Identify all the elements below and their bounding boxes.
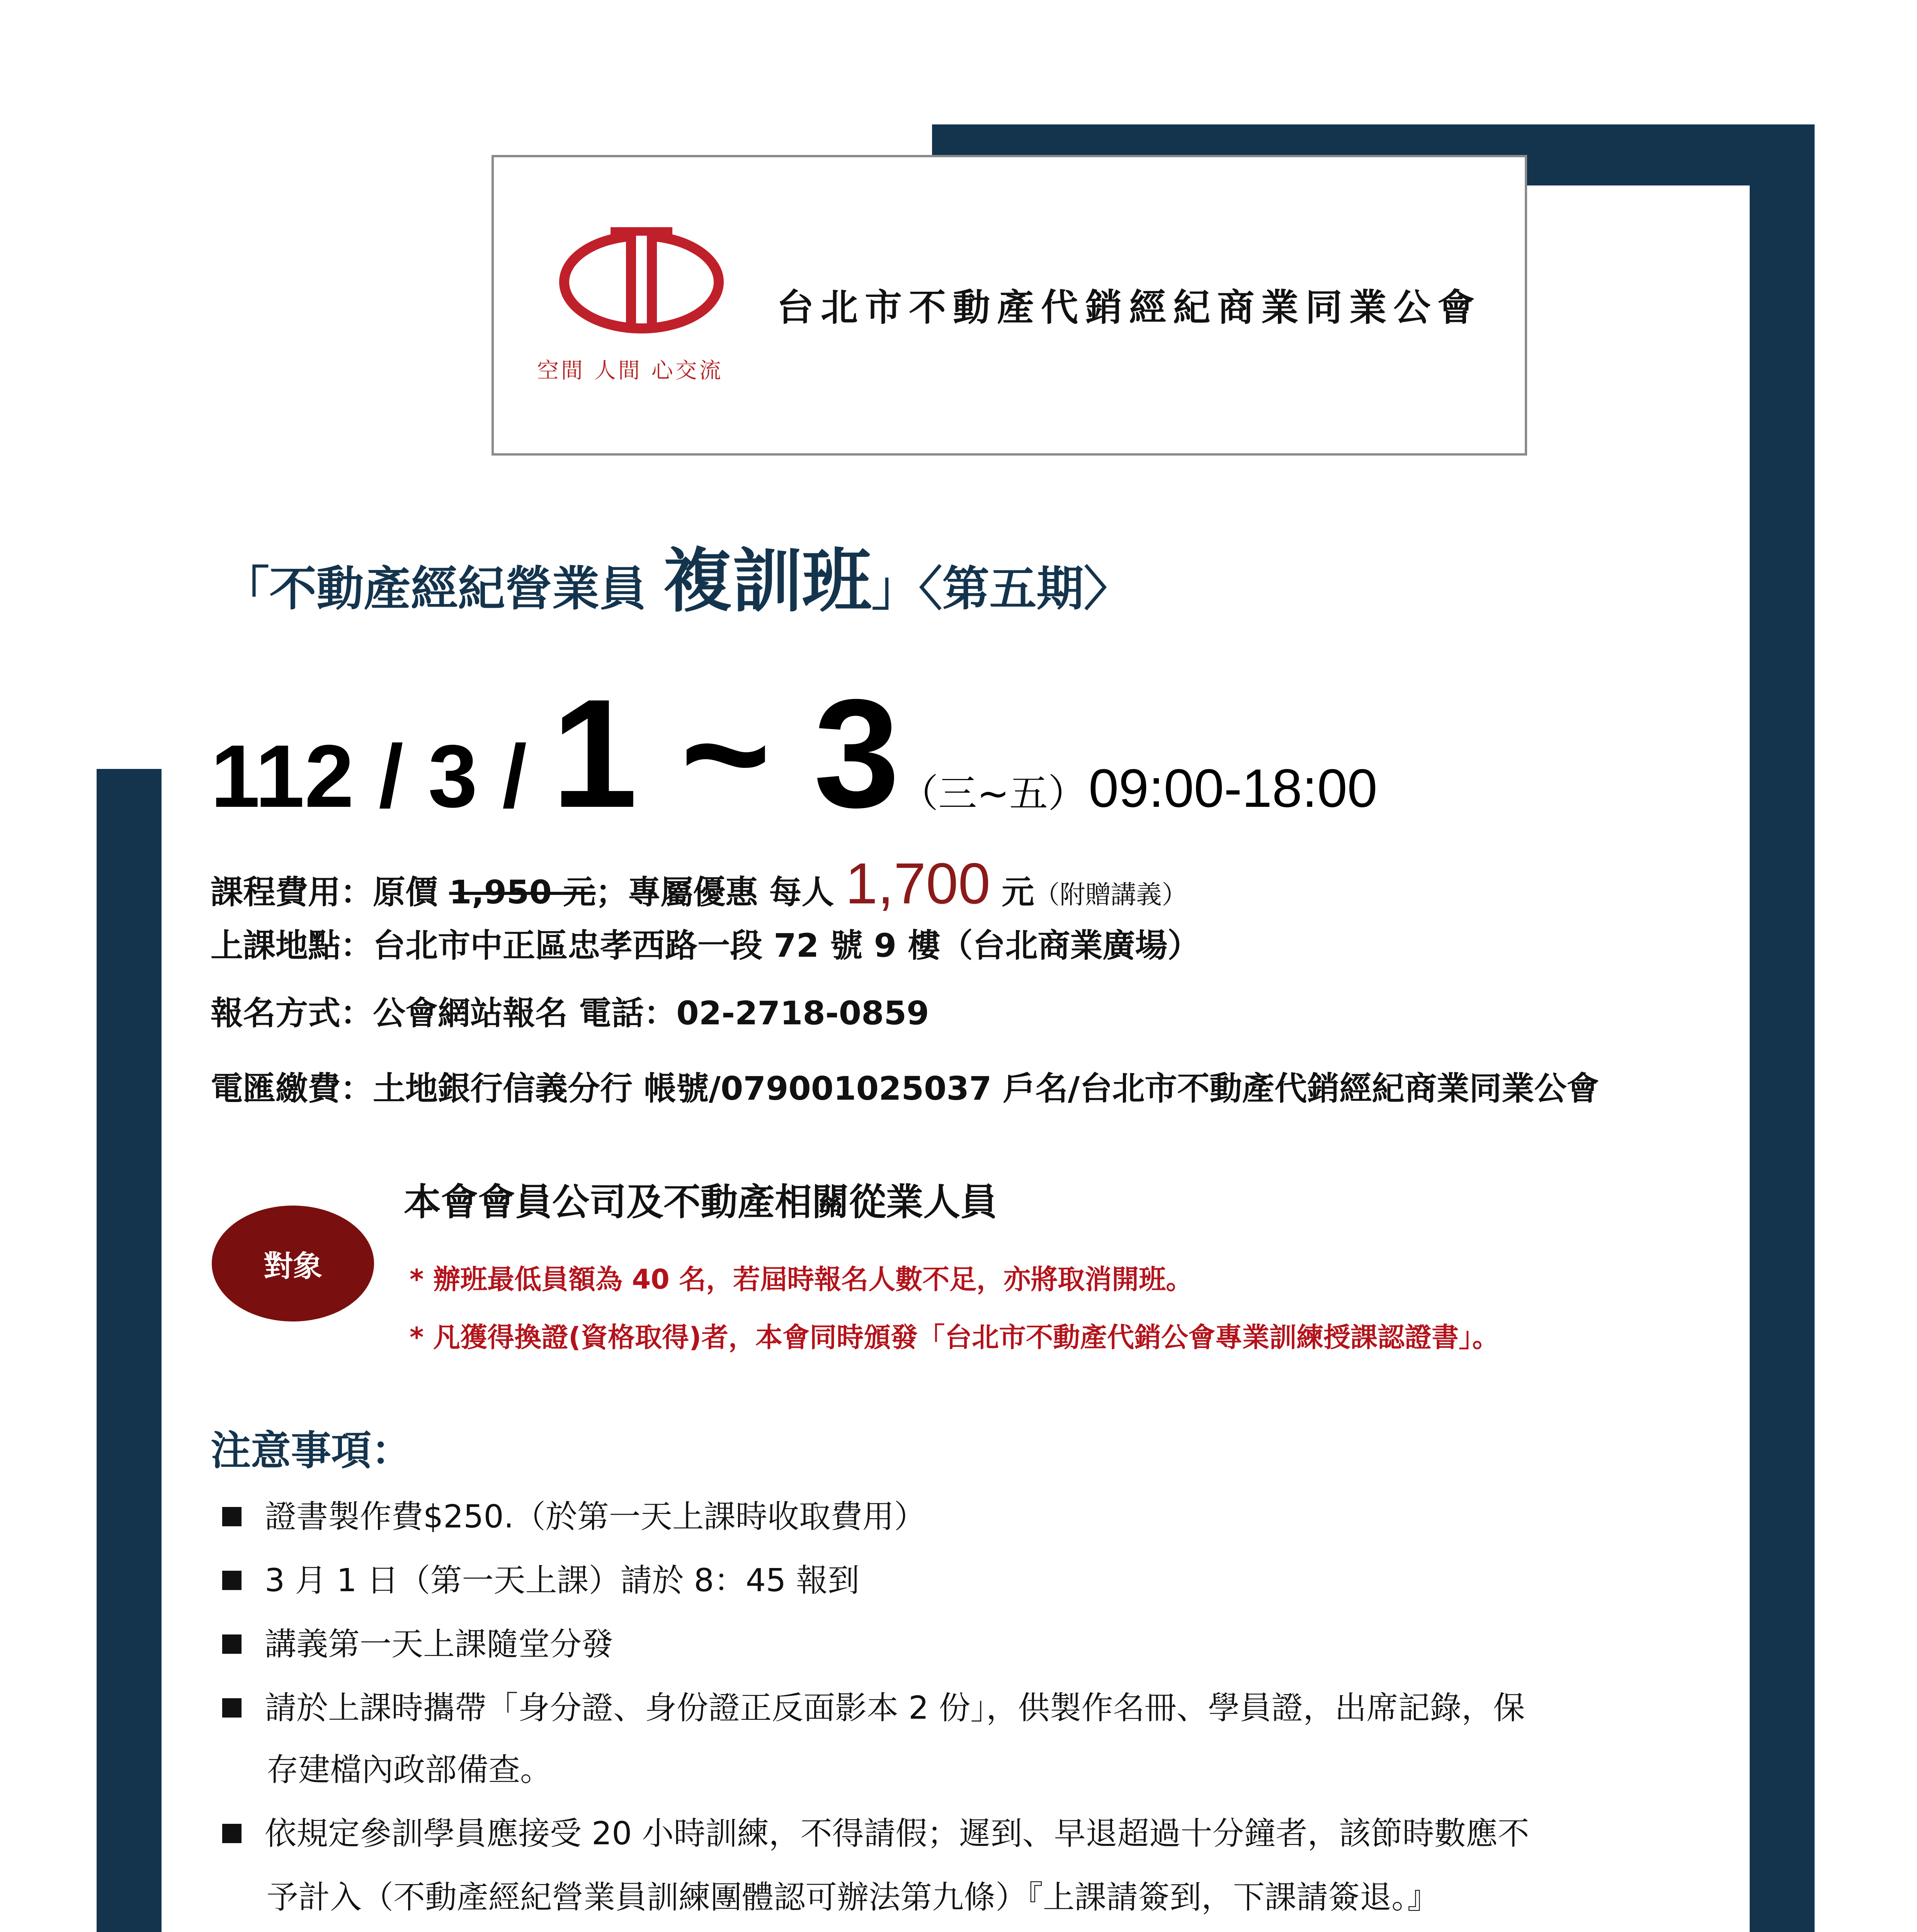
note-item: 講義第一天上課隨堂分發 [222,1619,613,1664]
title-part1: 「不動產經紀營業員 [222,561,663,616]
association-logo-icon [556,224,726,340]
date-time: 09:00-18:00 [1089,758,1378,818]
target-note-certificate: * 凡獲得換證(資格取得)者，本會同時頒發「台北市不動產代銷公會專業訓練授課認證書」。 [410,1321,1499,1353]
info-place: 上課地點：台北市中正區忠孝西路一段 72 號 9 樓（台北商業廣場） [211,927,1200,964]
note-item: 3 月 1 日（第一天上課）請於 8：45 報到 [222,1555,859,1600]
org-name: 台北市不動產代銷經紀商業同業公會 [777,286,1482,329]
bullet-square-icon [222,1507,242,1526]
title-part2: 」〈第五期〉 [871,561,1131,616]
note-item-continued: 予計入（不動產經紀營業員訓練團體認可辦法第九條）『上課請簽到，下課請簽退。』 [267,1879,1439,1916]
note-item-continued: 存建檔內政部備查。 [267,1752,552,1788]
info-registration: 報名方式：公會網站報名 電話：02-2718-0859 [211,994,929,1032]
note-item: 請於上課時攜帶「身分證、身份證正反面影本 2 份」，供製作名冊、學員證，出席記錄，保 [222,1683,1525,1728]
date-month: 3 [428,726,478,826]
title-emphasis: 複訓班 [663,541,872,622]
note-item: 依規定參訓學員應接受 20 小時訓練，不得請假；遲到、早退超過十分鐘者，該節時數應不 [222,1808,1529,1854]
date-start-day: 1 [551,667,638,840]
date-sep-2: / [477,726,552,826]
bullet-square-icon [222,1698,242,1718]
logo-tagline: 空間 人間 心交流 [537,358,723,383]
note-item: 證書製作費$250.（於第一天上課時收取費用） [222,1492,926,1537]
date-end-day: 3 [813,667,900,840]
fee-price: 1,700 [845,851,991,916]
fee-unit: 元 [990,873,1034,911]
date-sep-1: / [354,726,428,826]
date-year: 112 [211,726,354,826]
bullet-square-icon [222,1634,242,1654]
fee-original: 1,950 元 [449,873,596,911]
course-date [211,665,1377,842]
date-weekday: （三~五） [900,771,1087,816]
notes-heading: 注意事項： [211,1427,412,1474]
target-note-minimum: * 辦班最低員額為 40 名，若屆時報名人數不足，亦將取消開班。 [410,1264,1193,1295]
fee-mid: ；專屬優惠 每人 [595,873,845,911]
target-heading: 本會會員公司及不動產相關從業人員 [404,1180,997,1224]
info-bank-transfer: 電匯繳費：土地銀行信義分行 帳號/079001025037 戶名/台北市不動產代銷經紀商業同業公會 [211,1070,1599,1107]
bullet-square-icon [222,1571,242,1590]
fee-note: （附贈講義） [1034,880,1187,910]
info-fee [211,850,1187,917]
date-tilde: ~ [637,667,814,840]
bullet-square-icon [222,1824,242,1843]
target-badge: 對象 [212,1206,374,1321]
fee-label: 課程費用：原價 [211,873,449,911]
course-title [222,526,1131,625]
